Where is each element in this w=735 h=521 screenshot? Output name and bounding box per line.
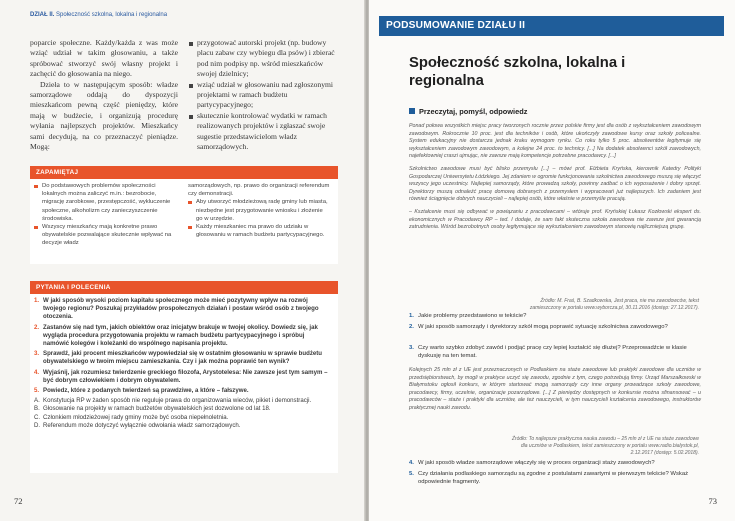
source-citation: Źródło: To najlepsze praktyczna nauka zawodu – 25 mln zł z UE na staże zawodowe dla uczniów w Podlaskiem, tekst zamieszczony w portalu www.radio.bialystok.pl, 2.12.2017 (dostęp: 5.02.2018). (511, 436, 699, 456)
page-number: 72 (14, 496, 23, 506)
list-item-continued: samorządowych, np. prawo do organizacji referendum czy demonstracji. (188, 183, 330, 198)
question-item: 3. Sprawdź, jaki procent mieszkańców wypowiedział się w ostatnim głosowaniu w sprawie budżetu obywatelskiego w twoim miejscu zamieszkania. Czy i jak można poprawić ten wynik? (34, 350, 323, 366)
answer-option: B. Głosowanie na projekty w ramach budżetów obywatelskich jest dozwolone od lat 18. (34, 405, 271, 413)
body-text-left-column (30, 38, 178, 152)
right-page (369, 0, 735, 521)
page-number: 73 (708, 496, 717, 506)
question-item: 1. Jakie problemy przedstawiono w tekście? (409, 313, 527, 319)
question-item: 4. W jaki sposób władze samorządowe włączyły się w proces organizacji staży zawodowych? (409, 460, 655, 466)
questions-box (30, 281, 338, 473)
question-item: 5. Czy działania podlaskiego samorządu są zgodne z postulatami zawartymi w pierwszym tekście? Wskaż odpowiednie fragmenty. (409, 471, 689, 485)
paragraph: poparcie społeczne. Każdy/każda z was może wziąć udział w takim głosowaniu, a także spróbować stworzyć swój własny projekt i zachęcić do głosowania na niego. (30, 38, 178, 79)
list-item: Do podstawowych problemów społeczności lokalnych można zaliczyć m.in.: bezrobocie, migrację zarobkowe, przestępczość, wykluczenie społeczne, alkoholizm czy zanieczyszczenie środowiska. (34, 182, 179, 223)
chapter-title: Społeczność szkolna, lokalna i regionalna (409, 55, 626, 89)
question-item: 4. Wyjaśnij, jak rozumiesz twierdzenie greckiego filozofa, Arystotelesa: Nie zawsze jest tym samym – być dobrym człowiekiem i dobrym obywatelem. (34, 368, 328, 384)
summary-title-bar: PODSUMOWANIE DZIAŁU II (379, 16, 724, 36)
list-item: wziąć udział w głosowaniu nad zgłoszonymi projektami w ramach budżetu partycypacyjnego; (188, 80, 340, 111)
answer-option: A. Konstytucja RP w żaden sposób nie reguluje prawa do organizowania wieców, pikiet i demonstracji. (34, 397, 312, 405)
remember-heading: ZAPAMIĘTAJ (30, 166, 338, 179)
list-item: Aby utworzyć młodzieżową radę gminy lub miasta, niezbędne jest przygotowanie wniosku i złożenie go w urzędzie. (188, 198, 330, 223)
reading-text-2: Kolejnych 25 mln zł z UE jest przeznaczonych w Podlaskiem na staże zawodowe lub praktyki zawodowe dla uczniów w przedsiębiorstwach, by mogli w praktyce uczyć się zawodu, zgodnie z tym, czego potrzebują firmy. Urząd Marszałkowski w Białymstoku ogłosił konkurs, w którym startować mogą samorządy czy inne organy prowadzące szkoły zawodowe, pracodawcy, firmy, uczelnie, organizacje pozarządowe. [...] Z pieniędzy dostępnych w konkursie można sfinansować – u pracodawców – staże i praktyki dla uczniów, ale też nauczycieli, w tym nauczycieli kształcenia zawodowego, instruktorów praktycznej nauki zawodu. (409, 367, 701, 411)
question-item: 3. Czy warto szybko zdobyć zawód i podjąć pracę czy lepiej kształcić się dłużej? Przeprowadźcie w klasie dyskusję na ten temat. (409, 345, 687, 359)
question-item: 1. W jaki sposób wysoki poziom kapitału społecznego może mieć pozytywny wpływ na rozwój twojego regionu? Poszukaj przykładów prospołecznych działań i postaw wśród osób z twojego otoczenia. (34, 297, 319, 321)
paragraph: – Kształcenie musi się odbywać w powiązaniu z pracodawcami – wtóruje prof. Kryńskiej Łukasz Kozłowski ekspert ds. ekonomicznych w Pracodawcy RP – ted. I dodaje, że sam fakt skuteczna szkoła zawodowa nie zawsze jest gwarancją zatrudnienia. Wśród bezrobotnych osoby legitymujące się wykształceniem zawodowym stanowią najliczniejszą grupę. (409, 208, 701, 231)
left-page (0, 0, 365, 521)
question-item: 2. W jaki sposób samorządy i dyrektorzy szkół mogą poprawić sytuację szkolnictwa zawodowego? (409, 324, 668, 330)
remember-box (30, 166, 338, 264)
square-bullet-icon (409, 108, 415, 114)
paragraph: Szkolnictwo zawodowe musi być blisko przemysłu [...] – mówi prof. Elżbieta Kryńska, kierownik Katedry Polityki Gospodarczej Uniwersytetu Łódzkiego. Jej zdaniem w ogromie funkcjonowania szkolnictwa zawodowego muszą się włączyć wszyscy jego uczestnicy. Najlepiej samorządy, które prowadzą szkoły, powinny zadbać o ich wyposażenie i dobry sprzęt. Dyrektorzy muszą odnaleźć pracę domową dobranych z przemysłem i wypracowań już najlepszych. Ich zadaniem jest również ściągnięcie dobrych nauczycieli – najlepiej osób, które właśnie w przemyśle pracują. (409, 165, 701, 203)
questions-list (34, 297, 332, 430)
reading-text-1 (409, 123, 701, 237)
remember-left-column (34, 182, 179, 248)
list-item: Każdy mieszkaniec ma prawo do udziału w głosowaniu w ramach budżetu partycypacyjnego. (188, 223, 330, 239)
paragraph: Dzieła to w następującym sposób: władze samorządowe oddają do dyspozycji mieszkańcom pewną część pieniędzy, które mają w budżecie, i organizują procedurę wyłania najlepszych projektów. Mieszkańcy sami decydują, na co przeznaczyć pieniądze. Mogą: (30, 79, 178, 152)
questions-heading: PYTANIA I POLECENIA (30, 281, 338, 294)
source-citation: Źródło: M. Fraś, B. Szadkowska, Jest praca, nie ma zawodowców, tekst zamieszczony w portalu www.wyborcza.pl, 30.11.2016 (dostęp: 27.12.2017). (529, 298, 699, 311)
list-item: Wszyscy mieszkańcy mają konkretne prawo obywatelskie pozwalające skutecznie wpływać na decyzje władz (34, 223, 179, 248)
list-item: przygotować autorski projekt (np. budowy placu zabaw czy wybiegu dla psów) i zbierać pod nim podpisy np. wśród mieszkańców swojej dzielnicy; (188, 38, 340, 80)
answer-option: C. Członkiem młodzieżowej rady gminy może być osoba niepełnoletnia. (34, 413, 229, 421)
remember-right-column (188, 182, 330, 239)
list-item: skutecznie kontrolować wydatki w ramach realizowanych projektów i zgłaszać swoje sugestie przedstawicielom władz samorządowych. (188, 111, 340, 153)
answer-option: D. Referendum może dotyczyć wyłącznie odwołania władz samorządowych. (34, 421, 241, 429)
paragraph: Ponad połowa wszystkich miejsc pracy tworzonych rocznie przez polskie firmy jest dla osób z wykształceniem zawodowym zawodowym. Rokrocznie 10 proc. jest dla techników i osób, które ukończyły zawodowe kursy oraz szkoły policealne. System edukacyjny nie dostarcza jednak kraku wymogom rynku. Co roku tylko 5 proc. absolwentów legitymuje się wykształceniem zawodowym zawodowym, a kolejne 24 proc. to technicy. [...] Na dodatek absolwenci szkół zawodowych, najefektowniej craszi ujmując, nie zawsze mają kompetencje potrzebne pracodawcy. [...] (409, 123, 701, 160)
question-item: 5. Powiedz, które z podanych twierdzeń są prawdziwe, a które – fałszywe. (34, 387, 249, 395)
bullet-list (188, 38, 340, 152)
body-text-right-column (188, 38, 340, 152)
section-label: DZIAŁ II. Społeczność szkolna, lokalna i regionalna (30, 12, 168, 18)
question-item: 2. Zastanów się nad tym, jakich obiektów oraz inicjatyw brakuje w twojej okolicy. Dowiedz się, jak wygląda procedura przygotowania projektu w ramach budżetu partycypacyjnego i spróbuj namówić kolegów i koleżanki do wspólnego napisania projektu. (34, 323, 318, 348)
task-heading: Przeczytaj, pomyśl, odpowiedz (409, 107, 527, 116)
